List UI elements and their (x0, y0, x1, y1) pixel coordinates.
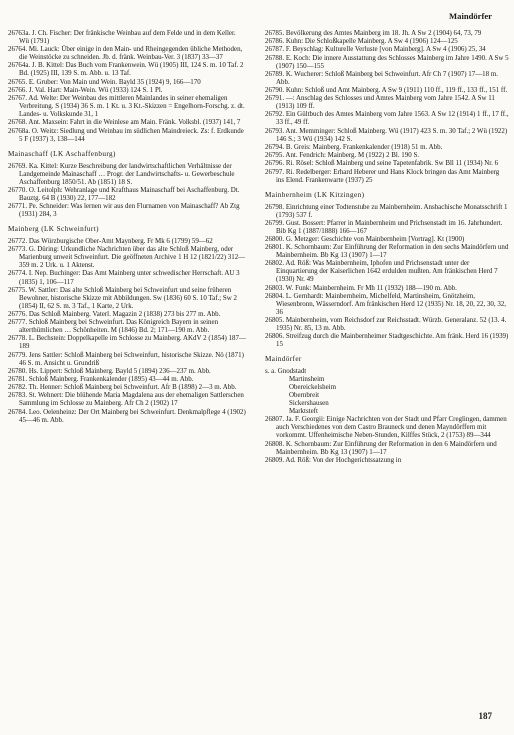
section-heading: Mainberg (LK Schweinfurt) (8, 225, 99, 234)
bibliography-entry: 26764a. J. B. Kittel: Das Buch vom Frankenwein. Wü (1905) III, 124 S. m. 10 Taf. 2 Bd. (1925) III, 139 S. m. Abb. u. 13 Taf. (8, 61, 244, 78)
right-column (265, 29, 509, 464)
bibliography-entry: 26799. Gust. Bossert: Pfarrer in Mainbernheim und Prichsenstadt im 16. Jahrhundert. Bib Kg 1 (1887/1888) 166—167 (265, 218, 503, 235)
section-heading: Mainaschaff (LK Aschaffenburg) (8, 149, 116, 158)
left-column (8, 29, 246, 424)
bibliography-entry: 26765. E. Gruber: Von Main und Wein. Bayld 35 (1924) 9, 166—170 (8, 77, 201, 86)
running-header: Maindörfer (449, 11, 492, 21)
bibliography-entry: 26791. —: Anschlag des Schlosses und Amtes Mainberg vom Jahre 1542. A Sw 11 (1913) 109 ff. (265, 94, 495, 111)
bibliography-entry: 26768. Ant. Maxsein: Fahrt in die Weinlese am Main. Fränk. Volksbl. (1937) 141, 7 (8, 118, 241, 127)
bibliography-entry: 26796. Ri. Rösel: Schloß Mainberg und seine Tapetenfabrik. Sw Bll 11 (1934) Nr. 6 (265, 159, 499, 168)
section-heading: Maindörfer (265, 355, 302, 364)
bibliography-entry: 26783. St. Wehnert: Die blühende Maria Magdalena aus der ehemaligen Sattlerschen Sammlung im Schlosse zu Mainberg. Afr Ch 2 (1902) 17 (8, 391, 244, 408)
see-also-place: Obernbreit (289, 391, 320, 400)
bibliography-entry: 26773. G. Düring: Urkundliche Nachrichten über das alte Schloß Mainberg, oder Marienburg unweit Schweinfurt. Die geöffneten Archive 1 H 12 (1821/22) 312—359 m. 2 Urk. u. 1 Aktenst. (8, 245, 246, 270)
bibliography-entry: 26792. Ein Gültbuch des Amtes Mainberg vom Jahre 1563. A Sw 12 (1914) 1 ff., 17 ff., 33 ff., 49 ff. (265, 110, 509, 127)
bibliography-entry: 26803. W. Funk: Mainbernheim. Fr Mh 11 (1932) 188—190 m. Abb. (265, 283, 457, 292)
bibliography-entry: 26777. Schloß Mainberg bei Schweinfurt. Das Königreich Bayern in seinen alterthümlichen … Schönheiten. M (1846) Bd. 2; 171—190 m. Abb. (8, 318, 219, 335)
bibliography-entry: 26784. Leo. Oelenheinz: Der Ort Mainberg bei Schweinfurt. Denkmalpflege 4 (1902) 45—46 m. Abb. (8, 407, 246, 424)
see-also-place: Sickershausen (289, 399, 329, 408)
bibliography-entry: 26808. K. Schornbaum: Zur Einführung der Reformation in den 6 Maindörfern und Mainbernheim. Bb Kg 13 (1907) 1—17 (265, 439, 497, 456)
see-also-place: Obereickelsheim (289, 383, 337, 392)
bibliography-entry: 26767. Ad. Welte: Der Weinbau des mittleren Mainlandes in seiner ehemaligen Verbreitung. S (1934) 36 S. m. 1 Kt. u. 3 Kt.-Skizzen = Engelhorn-Forschg. z. dt. Landes- u. Volkskunde 31, 1 (8, 94, 245, 119)
page-number: 187 (478, 711, 492, 721)
bibliography-entry: 26809. Ad. Röß: Von der Hochgerichtssatzung in (265, 455, 402, 464)
bibliography-entry: 26787. F. Beyschlag: Kulturelle Verluste [von Mainberg]. A Sw 4 (1906) 25, 34 (265, 45, 486, 54)
bibliography-entry: 26788. E. Koch: Die innere Ausstattung des Schlosses Mainberg im Jahre 1490. A Sw 5 (1907) 150—155 (265, 53, 509, 70)
bibliography-entry: 26789. K. Wucherer: Schloß Mainberg bei Schweinfurt. Afr Ch 7 (1907) 17—18 m. Abb. (265, 69, 498, 86)
bibliography-entry: 26794. B. Greis: Mainberg. Frankenkalender (1918) 51 m. Abb. (265, 142, 443, 151)
bibliography-entry: 26807. Ja. F. Georgii: Einige Nachrichten von der Stadt und Pfarr Creglingen, dammen auch Verschiedenes von dem Castro Brauneck und denen Mayndörffern mit vorkommt. Uffenheimische Neben-Stunden, Kilffes Stück, 2 (1753) 89—344 (265, 415, 507, 440)
bibliography-entry: 26793. Ant. Memminger: Schloß Mainberg. Wü (1917) 423 S. m. 30 Taf.; 2 Wü (1922) 146 S.; 3 Wü (1934) 142 S. (265, 126, 508, 143)
bibliography-entry: 26771. Pe. Schneider: Was lernen wir aus den Flurnamen von Mainaschaff? Ab Ztg (1931) 284, 3 (8, 202, 240, 219)
bibliography-entry: 26800. G. Metzger: Geschichte von Mainbernheim [Vortrag]. Kt (1900) (265, 235, 465, 243)
bibliography-entry: 26790. Kuhn: Schloß und Amt Mainberg. A Sw 9 (1911) 110 ff., 119 ff., 133 ff., 151 ff. (265, 86, 508, 95)
bibliography-entry: 26779. Jens Sattler: Schloß Mainberg bei Schweinfurt, historische Skizze. Nö (1871) 46 S. m. Ansicht u. Grundriß (8, 350, 244, 367)
bibliography-entry: 26763a. J. Ch. Fischer: Der fränkische Weinbau auf dem Felde und in dem Keller. Wü (1791) (8, 29, 236, 46)
bibliography-entry: 26804. L. Gernhardt: Mainbernheim, Michelfeld, Martinsheim, Gnötzheim, Wiesenbronn, Wässerndorf. Am fränkischen Herd 12 (1935) Nr. 18, 20, 22, 30, 32, 36 (265, 291, 507, 316)
bibliography-entry: 26785. Bevölkerung des Amtes Mainberg im 18. Jh. A Sw 2 (1904) 64, 73, 79 (265, 29, 482, 37)
bibliography-entry: 26780. Hs. Lippert: Schloß Mainberg. Bayld 5 (1894) 236—237 m. Abb. (8, 366, 211, 375)
bibliography-entry: 26778. L. Bechstein: Doppelkapelle im Schlosse zu Mainberg. AKdV 2 (1854) 187—189 (8, 334, 246, 351)
bibliography-entry: 26802. Ad. Röß: Was Mainbernheim, Iphofen und Prichsenstadt unter der Einquartierung der Kaiserlichen 1642 erdulden mußten. Am fränkischen Herd 7 (1930) Nr. 49 (265, 259, 498, 284)
bibliography-entry: 26797. Ri. Redelberger: Erhard Heberer und Hans Klock bringen das Amt Mainberg ins Elend. Frankenwarte (1937) 25 (265, 167, 500, 184)
bibliography-entry: 26782. Th. Henner: Schloß Mainberg bei Schweinfurt. Afr B (1898) 2—3 m. Abb. (8, 383, 237, 392)
bibliography-entry: 26795. Ant. Fendrich: Mainberg. M (1922) 2 Bl. 190 S. (265, 151, 420, 160)
bibliography-entry: 26786. Kuhn: Die Schloßkapelle Mainberg. A Sw 4 (1906) 124—125 (265, 37, 458, 46)
bibliography-entry: 26770. O. Leitolph: Wehranlage und Krafthaus Mainaschaff bei Aschaffenburg. Dt. Bauztg. 64 B (1930) 22, 177—182 (8, 185, 240, 202)
see-also-label: s. a. Gnodstadt (265, 367, 307, 376)
bibliography-entry: 26801. K. Schornbaum: Zur Einführung der Reformation in den sechs Maindörfern und Mainbernheim. Bb Kg 13 (1907) 1—17 (265, 243, 509, 260)
bibliography-entry: 26781. Schloß Mainberg. Frankenkalender (1895) 43—44 m. Abb. (8, 375, 194, 383)
bibliography-entry: 26768a. O. Weitz: Siedlung und Weinbau im südlichen Maindreieck. Zs: f. Erdkunde 5 F (1937) 3, 138—144 (8, 126, 244, 143)
bibliography-entry: 26805. Mainbernheim, vom Reichsdorf zur Reichsstadt. Würzb. Generalanz. 52 (13. 4. 1935) Nr. 85, 13 m. Abb. (265, 316, 507, 333)
bibliography-entry: 26766. J. Val. Hart: Main-Wein. Wü (1933) 124 S. 1 Pl. (8, 85, 163, 94)
bibliography-entry: 26764. Mi. Lauck: Über einige in den Main- und Rheingegenden übliche Methoden, die Weinstöcke zu schneiden. Jb. d. fränk. Weinbau-Ver. 3 (1837) 33—37 (8, 45, 243, 62)
bibliography-entry: 26798. Einrichtung einer Todtenstube zu Mainbernheim. Ansbachische Monatsschrift 1 (1793) 537 f. (265, 202, 508, 219)
bibliography-entry: 26769. Ka. Kittel: Kurze Beschreibung der landwirtschaftlichen Verhältnisse der Landgemeinde Mainaschaff … Progr. der Landwirtschafts- u. Gewerbeschule Aschaffenburg 1850/51. Ab (1851) 18 S. (8, 161, 235, 186)
bibliography-entry: 26775. W. Sattler: Das alte Schloß Mainberg bei Schweinfurt und seine früheren Bewohner, historische Skizze mit Abbildungen. Sw (1836) 60 S. 10 Taf.; Sw 2 (1854) II, 62 S. m. 3 Taf., 1 Karte, 2 Urk. (8, 285, 238, 310)
section-heading: Mainbernheim (LK Kitzingen) (265, 190, 365, 199)
see-also-place: Marktsteft (289, 407, 318, 416)
see-also-place: Martinsheim (289, 375, 325, 384)
bibliography-entry: 26776. Das Schloß Mainberg. Vaterl. Magazin 2 (1838) 273 bis 277 m. Abb. (8, 309, 221, 318)
bibliography-entry: 26806. Streifzug durch die Mainbernheimer Stadtgeschichte. Am fränk. Herd 16 (1939) 15 (265, 332, 509, 349)
bibliography-entry: 26772. Das Würzburgische Ober-Amt Maynberg. Fr Mk 6 (1799) 59—62 (8, 237, 213, 246)
bibliography-entry: 26774. I. Nep. Buchinger: Das Amt Mainberg unter schwedischer Herrschaft. AU 3 (1835) 1, 106—117 (8, 269, 240, 286)
